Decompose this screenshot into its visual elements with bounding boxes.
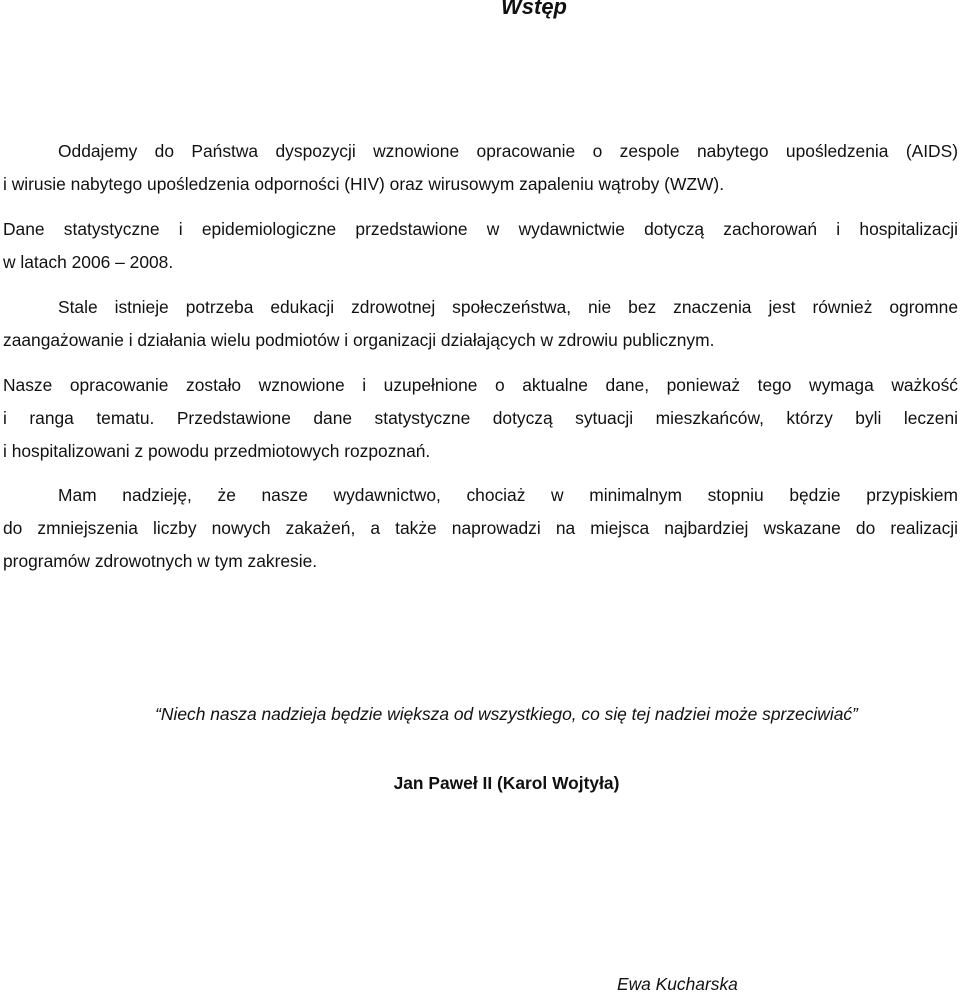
paragraph-line: i wirusie nabytego upośledzenia odporności (HIV) oraz wirusowym zapaleniu wątroby (WZW). [3, 174, 725, 194]
paragraph-line: i hospitalizowani z powodu przedmiotowych rozpoznań. [3, 441, 431, 461]
quote-author: Jan Paweł II (Karol Wojtyła) [393, 773, 620, 793]
paragraph-line: Nasze opracowanie zostało wznowione i uzupełnione o aktualne dane, ponieważ tego wymaga ważkość [3, 375, 958, 395]
paragraph-line: w latach 2006 – 2008. [3, 252, 174, 272]
signature: Ewa Kucharska [617, 974, 738, 994]
paragraph-statistics [3, 213, 958, 279]
paragraph-line: do zmniejszenia liczby nowych zakażeń, a także naprowadzi na miejsca najbardziej wskazane do realizacji [3, 518, 958, 538]
paragraph-line: Oddajemy do Państwa dyspozycji wznowione opracowanie o zespole nabytego upośledzenia (AIDS) [58, 141, 958, 161]
paragraph-line: Dane statystyczne i epidemiologiczne przedstawione w wydawnictwie dotyczą zachorowań i hospitalizacji [3, 219, 958, 239]
page-title: Wstęp [501, 0, 567, 19]
paragraph-line: programów zdrowotnych w tym zakresie. [3, 551, 318, 571]
paragraph-line: Mam nadzieję, że nasze wydawnictwo, chociaż w minimalnym stopniu będzie przypiskiem [58, 485, 958, 505]
paragraph-line: Stale istnieje potrzeba edukacji zdrowotnej społeczeństwa, nie bez znaczenia jest również ogromne [58, 297, 958, 317]
paragraph-hope [3, 479, 958, 578]
paragraph-intro [3, 135, 958, 201]
paragraph-update [3, 369, 958, 468]
quote: “Niech nasza nadzieja będzie większa od wszystkiego, co się tej nadziei może sprzeciwiać” [155, 704, 858, 724]
paragraph-education [3, 291, 958, 357]
paragraph-line: i ranga tematu. Przedstawione dane statystyczne dotyczą sytuacji mieszkańców, którzy byli leczeni [3, 408, 958, 428]
paragraph-line: zaangażowanie i działania wielu podmiotów i organizacji działających w zdrowiu publicznym. [3, 330, 715, 350]
